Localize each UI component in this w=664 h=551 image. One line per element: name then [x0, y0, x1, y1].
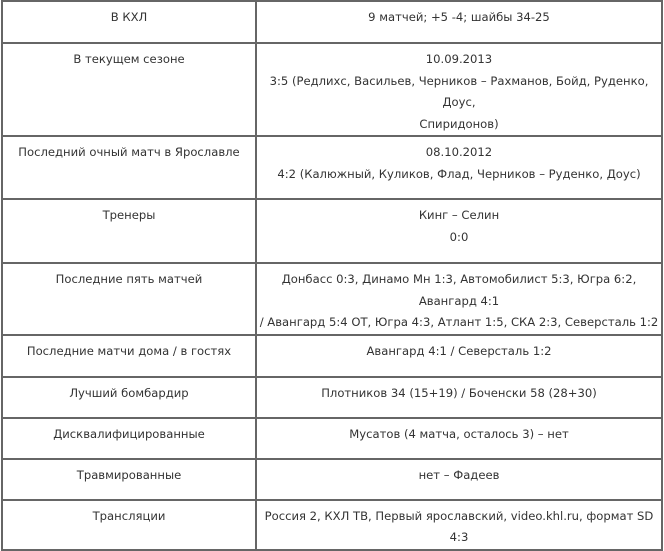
row-value — [256, 136, 662, 199]
table-row — [2, 377, 662, 418]
row-value — [256, 418, 662, 459]
table-row — [2, 136, 662, 199]
value-line: 10.09.2013 — [425, 52, 493, 66]
row-label: Лучший бомбардир — [2, 377, 256, 418]
row-value — [256, 500, 662, 550]
value-line: 4:2 (Калюжный, Куликов, Флад, Черников – Руденко, Доус) — [277, 166, 641, 181]
table-row — [2, 43, 662, 136]
value-line: нет – Фадеев — [418, 467, 500, 482]
table-row — [2, 459, 662, 500]
row-label: Травмированные — [2, 459, 256, 500]
value-line: Мусатов (4 матча, осталось 3) – нет — [349, 426, 569, 441]
row-value — [256, 377, 662, 418]
table-row — [2, 199, 662, 263]
value-line: 9 матчей; +5 -4; шайбы 34-25 — [368, 10, 550, 24]
row-value — [256, 199, 662, 263]
row-value — [256, 263, 662, 335]
row-label: Трансляции — [2, 500, 256, 550]
value-line: Авангард 4:1 / Северсталь 1:2 — [366, 343, 552, 358]
table-row — [2, 263, 662, 335]
row-label: Последние матчи дома / в гостях — [2, 335, 256, 377]
match-stats-table — [1, 0, 663, 551]
row-value — [256, 459, 662, 500]
row-label: Последние пять матчей — [2, 263, 256, 335]
table-row — [2, 418, 662, 459]
value-line: Спиридонов) — [419, 116, 499, 131]
row-label: Тренеры — [2, 199, 256, 263]
value-line: 3:5 (Редлихс, Васильев, Черников – Рахманов, Бойд, Руденко, Доус, — [269, 73, 649, 109]
row-label: В КХЛ — [2, 1, 256, 43]
row-label: Последний очный матч в Ярославле — [2, 136, 256, 199]
table-row — [2, 500, 662, 550]
value-line: Плотников 34 (15+19) / Боченски 58 (28+30) — [321, 385, 597, 400]
value-line: Россия 2, КХЛ ТВ, Первый ярославский, video.khl.ru, формат SD 4:3 — [264, 508, 654, 544]
table-row — [2, 335, 662, 377]
row-label: Дисквалифицированные — [2, 418, 256, 459]
row-value — [256, 335, 662, 377]
table-row — [2, 1, 662, 43]
value-line: 08.10.2012 — [425, 145, 493, 159]
value-line: 0:0 — [449, 229, 469, 244]
row-value — [256, 1, 662, 43]
value-line: / Авангард 5:4 ОТ, Югра 4:3, Атлант 1:5, СКА 2:3, Северсталь 1:2 — [259, 315, 659, 329]
row-label: В текущем сезоне — [2, 43, 256, 136]
value-line: Кинг – Селин — [418, 208, 500, 222]
row-value — [256, 43, 662, 136]
value-line: Донбасс 0:3, Динамо Мн 1:3, Автомобилист 5:3, Югра 6:2, Авангард 4:1 — [281, 272, 637, 308]
